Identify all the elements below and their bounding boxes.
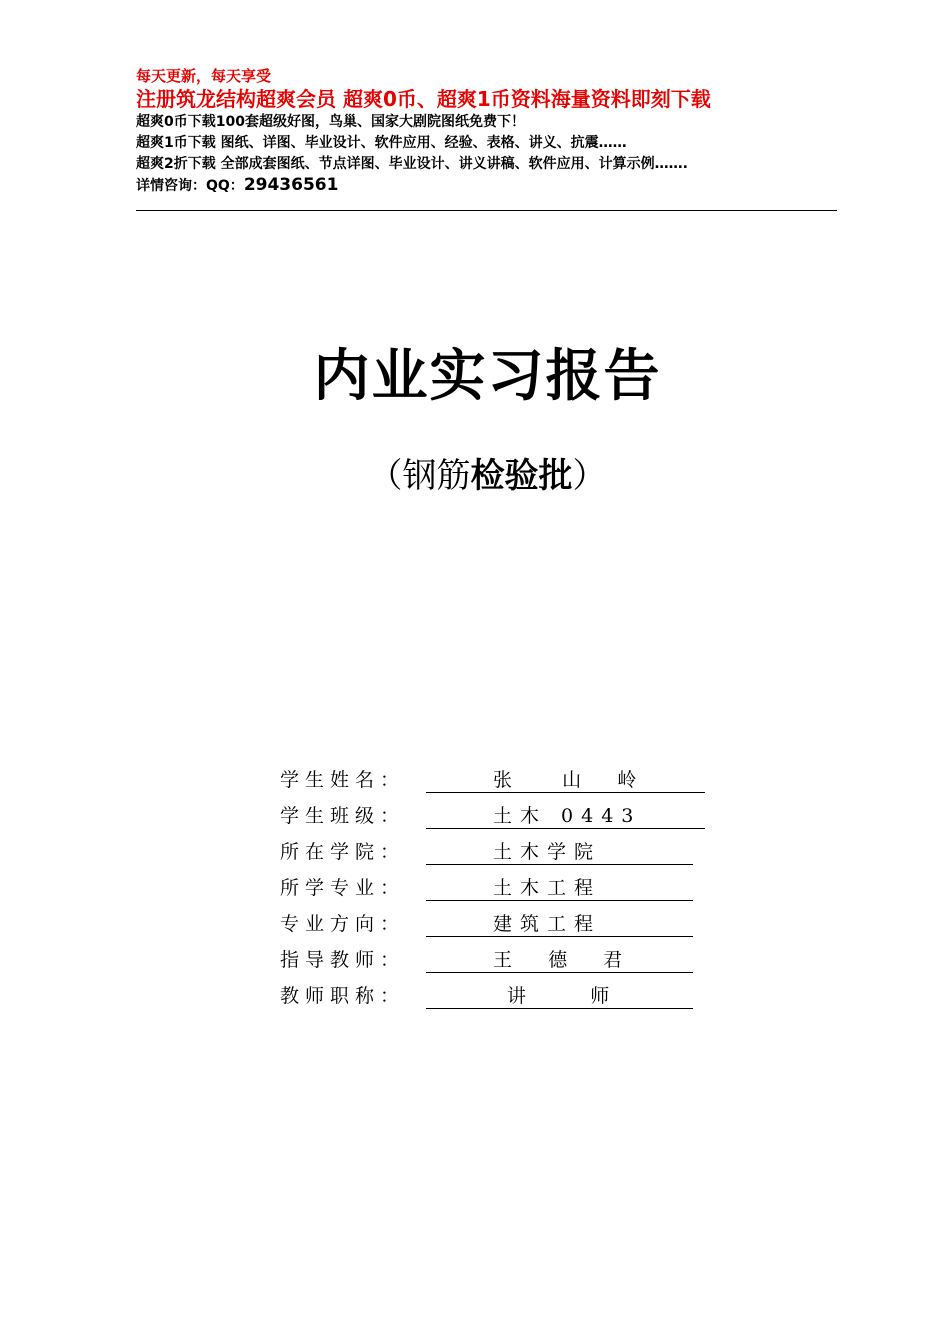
student-info-form — [280, 757, 710, 1009]
info-row-class — [280, 793, 710, 829]
info-value: 土木学院 — [426, 839, 693, 865]
contact-prefix: 详情咨询：QQ： — [136, 178, 244, 194]
header-divider — [136, 210, 837, 211]
qq-number: 29436561 — [243, 175, 339, 195]
info-label: 专业方向： — [280, 913, 406, 935]
info-label: 学生姓名： — [280, 769, 406, 791]
info-label: 学生班级： — [280, 805, 406, 827]
info-value: 土木工程 — [426, 875, 693, 901]
banner-line-3: 超爽0币下载100套超级好图，鸟巢、国家大剧院图纸免费下！ — [136, 114, 525, 130]
banner-line-4: 超爽1币下载 图纸、详图、毕业设计、软件应用、经验、表格、讲义、抗震…… — [136, 135, 627, 151]
info-value: 建筑工程 — [426, 911, 693, 937]
banner-line-2: 注册筑龙结构超爽会员 超爽0币、超爽1币资料海量资料即刻下载 — [136, 87, 711, 111]
banner-line-6: 超爽2折下载 全部成套图纸、节点详图、毕业设计、讲义讲稿、软件应用、计算示例……. — [136, 156, 688, 172]
info-value: 土木 0443 — [426, 803, 705, 829]
info-row-college — [280, 829, 710, 865]
banner-line-1: 每天更新，每天享受 — [136, 67, 272, 85]
promo-banner — [136, 66, 840, 197]
info-row-direction — [280, 901, 710, 937]
info-label: 指导教师： — [280, 949, 406, 971]
info-label: 所学专业： — [280, 877, 406, 899]
report-subtitle — [0, 448, 950, 497]
info-value: 讲 师 — [426, 983, 693, 1009]
info-row-name — [280, 757, 710, 793]
report-title: 内业实习报告 — [313, 343, 662, 409]
subtitle-open: （钢筋 — [368, 456, 471, 496]
subtitle-bold: 检验批 — [470, 456, 573, 496]
info-value: 王 德 君 — [426, 947, 693, 973]
info-row-advisor — [280, 937, 710, 973]
info-value: 张 山 岭 — [426, 767, 705, 793]
info-label: 教师职称： — [280, 985, 406, 1007]
banner-line-5 — [136, 175, 840, 197]
info-row-major — [280, 865, 710, 901]
info-row-advisor-title — [280, 973, 710, 1009]
info-label: 所在学院： — [280, 841, 406, 863]
subtitle-close: ） — [572, 456, 607, 496]
